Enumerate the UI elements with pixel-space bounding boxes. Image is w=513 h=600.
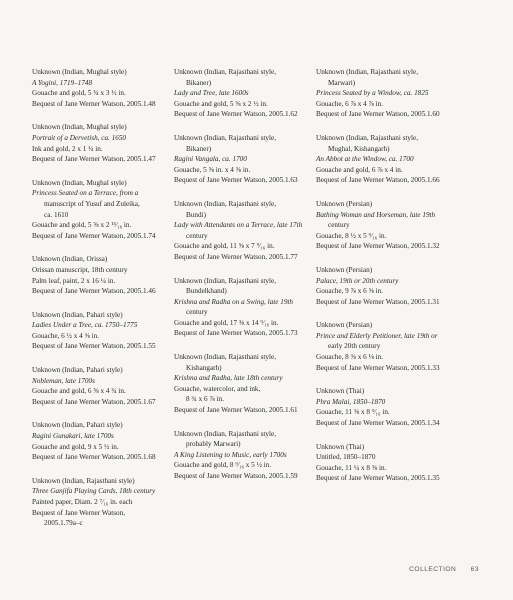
entry-text: Bikaner): [186, 78, 212, 87]
catalog-entry: [32, 122, 167, 164]
entry-text: Gouache and gold, 11 ⅝ x 7 ⁹⁄₁₆ in.: [174, 242, 275, 251]
entry-text: Gouache, 11 ⅝ x 8 ⁹⁄₁₆ in.: [316, 408, 390, 417]
entry-artist: Unknown (Indian, Rajasthani style,: [316, 68, 419, 76]
entry-artist: Unknown (Indian, Pahari style): [32, 421, 123, 430]
entry-artist: Unknown (Indian, Mughal style): [32, 68, 127, 76]
entry-artist: Unknown (Indian, Orissa): [32, 255, 108, 264]
entry-text: Gouache and gold, 5 ⅝ x 2 ½ in.: [174, 99, 268, 108]
entry-artist: Unknown (Persian): [316, 321, 373, 330]
entry-text: century: [186, 308, 208, 317]
entry-artist: Unknown (Thai): [316, 387, 365, 396]
entry-text: Gouache, 8 ½ x 5 ⁹⁄₁₆ in.: [316, 231, 387, 240]
entry-title: Lady with Attendants on a Terrace, late 17th: [174, 221, 303, 230]
catalog-entry: [316, 199, 451, 252]
catalog-entry: [316, 386, 451, 428]
entry-credit-line: Bequest of Jane Werner Watson, 2005.1.74: [32, 231, 156, 240]
entry-credit-line: Bequest of Jane Werner Watson, 2005.1.66: [316, 176, 440, 185]
entry-credit-line: Bequest of Jane Werner Watson, 2005.1.63: [174, 176, 298, 185]
entry-title: Lady and Tree, late 1600s: [174, 89, 249, 98]
entry-artist: Unknown (Persian): [316, 265, 373, 274]
entry-credit-line: Bequest of Jane Werner Watson, 2005.1.77: [174, 252, 298, 261]
entry-text: Bundelkhand): [186, 287, 227, 296]
entry-text: Palm leaf, paint, 2 x 16 ¼ in.: [32, 276, 116, 285]
entry-text: century: [328, 221, 350, 230]
entry-text: manuscript of Yusuf and Zuleika,: [44, 199, 140, 208]
entry-text: Bundi): [186, 210, 206, 219]
entry-title: An Abbot at the Window, ca. 1700: [316, 155, 414, 164]
catalog-entry: [174, 133, 309, 186]
entry-artist: Unknown (Indian, Rajasthani style): [32, 476, 135, 485]
catalog-entry: [316, 265, 451, 307]
entry-title: Bathing Woman and Horseman, late 19th: [316, 210, 436, 219]
entry-text: Mughal, Kishangarh): [328, 144, 390, 153]
page-number: 63: [470, 566, 479, 573]
entry-credit-line: Bequest of Jane Werner Watson, 2005.1.31: [316, 297, 440, 306]
catalog-column-1: [32, 67, 167, 542]
entry-credit-line: Bequest of Jane Werner Watson, 2005.1.68: [32, 453, 156, 462]
entry-title: Princess Seated by a Window, ca. 1825: [316, 89, 429, 98]
entry-artist: Unknown (Indian, Mughal style): [32, 178, 127, 187]
entry-text: Gouache and gold, 6 ⅝ x 4 ¾ in.: [32, 387, 126, 396]
catalog-entry: [316, 133, 451, 186]
entry-title: Nobleman, late 1700s: [32, 376, 95, 385]
entry-title: Ragini Gunakari, late 1700s: [32, 432, 114, 441]
entry-title: Krishna and Radha, late 18th century: [174, 374, 283, 383]
entry-title: A King Listening to Music, early 1700s: [174, 450, 287, 459]
entry-artist: Unknown (Indian, Rajasthani style,: [174, 133, 277, 142]
entry-artist: Unknown (Indian, Rajasthani style,: [174, 68, 277, 76]
entry-text: Gouache, watercolor, and ink,: [174, 384, 261, 393]
catalog-entry: [32, 310, 167, 352]
catalog-entry: [316, 320, 451, 373]
entry-text: ca. 1610: [44, 210, 69, 219]
entry-text: Untitled, 1850–1870: [316, 453, 376, 462]
entry-text: Kishangarh): [186, 363, 222, 372]
entry-credit-line: Bequest of Jane Werner Watson, 2005.1.47: [32, 155, 156, 164]
entry-text: 2005.1.79a–c: [44, 519, 83, 528]
entry-artist: Unknown (Thai): [316, 442, 365, 451]
entry-title: Prince and Elderly Petitioner, late 19th or: [316, 331, 438, 340]
catalog-entry: [32, 476, 167, 529]
catalog-column-2: [174, 67, 309, 495]
entry-text: Painted paper, Diam. 2 ⁷⁄₁₆ in. each: [32, 498, 133, 506]
catalog-entry: [174, 199, 309, 263]
entry-text: Gouache, 9 ⅞ x 6 ⅝ in.: [316, 287, 384, 296]
entry-text: 8 ¾ x 6 ⅞ in.: [186, 395, 224, 404]
entry-credit-line: Bequest of Jane Werner Watson, 2005.1.35: [316, 474, 440, 483]
entry-credit-line: Bequest of Jane Werner Watson, 2005.1.62: [174, 110, 298, 119]
entry-credit-line: Bequest of Jane Werner Watson, 2005.1.48: [32, 99, 156, 108]
entry-artist: Unknown (Indian, Pahari style): [32, 366, 123, 375]
catalog-entry: [174, 276, 309, 340]
entry-artist: Unknown (Indian, Rajasthani style,: [174, 276, 277, 285]
entry-artist: Unknown (Indian, Rajasthani style,: [174, 353, 277, 362]
catalog-entry: [32, 67, 167, 109]
entry-text: Marwari): [328, 78, 356, 87]
entry-artist: Unknown (Persian): [316, 199, 373, 208]
section-label: COLLECTION: [409, 566, 457, 573]
entry-text: Gouache, 6 ⅞ x 4 ⅞ in.: [316, 99, 384, 108]
catalog-entry: [32, 420, 167, 462]
entry-title: Princess Seated on a Terrace, from a: [32, 189, 139, 198]
entry-text: probably Marwari): [186, 440, 241, 449]
entry-credit-line: Bequest of Jane Werner Watson, 2005.1.33: [316, 363, 440, 372]
catalog-entry: [316, 442, 451, 484]
catalog-entry: [32, 365, 167, 407]
entry-text: Gouache and gold, 9 x 5 ½ in.: [32, 442, 119, 451]
entry-credit-line: Bequest of Jane Werner Watson, 2005.1.59: [174, 472, 298, 480]
entry-title: Portrait of a Dervetish, ca. 1650: [32, 133, 127, 142]
catalog-entry: [174, 352, 309, 416]
entry-artist: Unknown (Indian, Pahari style): [32, 310, 123, 319]
entry-title: A Yogini, 1719–1748: [32, 78, 93, 87]
catalog-column-3: [316, 67, 451, 497]
entry-artist: Unknown (Indian, Rajasthani style,: [174, 429, 277, 438]
catalog-entry: [32, 254, 167, 296]
entry-title: Three Ganjifa Playing Cards, 18th century: [32, 487, 156, 496]
entry-credit-line: Bequest of Jane Werner Watson, 2005.1.67: [32, 397, 156, 406]
catalog-entry: [174, 67, 309, 120]
entry-artist: Unknown (Indian, Rajasthani style,: [316, 133, 419, 142]
entry-text: Bikaner): [186, 144, 212, 153]
entry-text: Gouache, 6 ½ x 4 ⅜ in.: [32, 331, 100, 340]
entry-credit-line: Bequest of Jane Werner Watson, 2005.1.34: [316, 419, 440, 428]
entry-title: Palace, 19th or 20th century: [316, 276, 399, 285]
entry-text: early 20th century: [328, 342, 381, 351]
entry-text: century: [186, 231, 208, 240]
catalog-entry: [316, 67, 451, 120]
entry-text: Gouache and gold, 6 ⅞ x 4 in.: [316, 165, 403, 174]
entry-title: Phra Malai, 1850–1870: [316, 397, 386, 406]
entry-credit-line: Bequest of Jane Werner Watson, 2005.1.73: [174, 329, 298, 338]
entry-text: Gouache, 11 ¼ x 8 ⅝ in.: [316, 463, 387, 472]
catalog-entry: [32, 178, 167, 242]
catalog-entry: [174, 429, 309, 482]
page-footer: [409, 566, 479, 573]
entry-credit-line: Bequest of Jane Werner Watson, 2005.1.46: [32, 287, 156, 296]
entry-text: Gouache and gold, 8 ⁹⁄₁₆ x 5 ½ in.: [174, 461, 272, 470]
entry-text: Gouache and gold, 5 ⅝ x 2 ¹⁵⁄₁₆ in.: [32, 221, 132, 230]
entry-credit-line: Bequest of Jane Werner Watson, 2005.1.61: [174, 406, 298, 415]
entry-text: Ink and gold, 2 x 1 ¾ in.: [32, 144, 103, 153]
entry-text: Orissan manuscript, 18th century: [32, 265, 128, 274]
entry-title: Ladies Under a Tree, ca. 1750–1775: [32, 321, 138, 330]
entry-artist: Unknown (Indian, Mughal style): [32, 123, 127, 132]
entry-text: Gouache, 8 ⅜ x 6 ⅛ in.: [316, 353, 384, 362]
entry-credit-line: Bequest of Jane Werner Watson, 2005.1.55: [32, 342, 156, 351]
entry-text: Gouache and gold, 17 ⅜ x 14 ⁹⁄₁₆ in.: [174, 318, 279, 327]
entry-credit-line: Bequest of Jane Werner Watson,: [32, 508, 125, 517]
entry-text: Gouache, 5 ⅝ in. x 4 ⅜ in.: [174, 165, 251, 174]
entry-credit-line: Bequest of Jane Werner Watson, 2005.1.60: [316, 110, 440, 119]
entry-text: Gouache and gold, 5 ¾ x 3 ½ in.: [32, 89, 126, 98]
entry-title: Krishna and Radha on a Swing, late 19th: [174, 297, 293, 306]
entry-credit-line: Bequest of Jane Werner Watson, 2005.1.32: [316, 242, 440, 251]
entry-title: Ragini Vangala, ca. 1700: [174, 155, 247, 164]
entry-artist: Unknown (Indian, Rajasthani style,: [174, 199, 277, 208]
